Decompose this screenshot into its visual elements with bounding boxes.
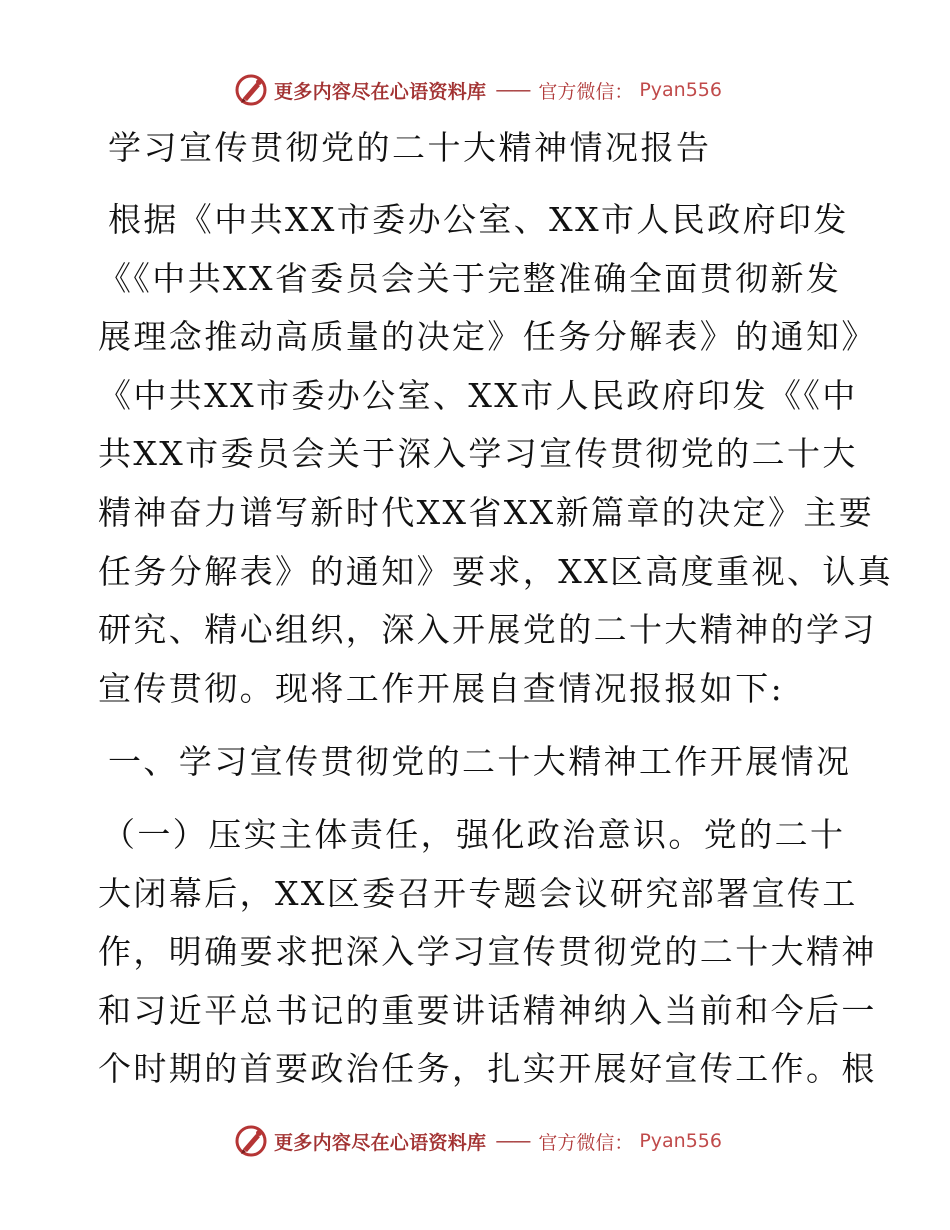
watermark-text: 更多内容尽在心语资料库 [274, 1131, 487, 1154]
pen-logo-icon [234, 73, 268, 107]
paragraph-line: 《《中共XX省委员会关于完整准确全面贯彻新发 [98, 258, 842, 298]
paragraph-line: 大闭幕后，XX区委召开专题会议研究部署宣传工 [98, 873, 858, 913]
paragraph-line: 研究、精心组织，深入开展党的二十大精神的学习 [98, 610, 877, 650]
paragraph-line: 《中共XX市委办公室、XX市人民政府印发《《中 [98, 375, 858, 415]
paragraph-line: 任务分解表》的通知》要求，XX区高度重视、认真 [98, 551, 894, 591]
paragraph-line: 作，明确要求把深入学习宣传贯彻党的二十大精神 [98, 932, 877, 972]
watermark-wechat-label: 官方微信： [538, 1131, 634, 1154]
paragraph-line: 和习近平总书记的重要讲话精神纳入当前和今后一 [98, 990, 877, 1030]
section-paragraph [98, 806, 877, 1099]
paragraph-line: 宣传贯彻。现将工作开展自查情况报报如下: [98, 668, 785, 708]
watermark-wechat-id: Pyan556 [639, 79, 722, 101]
watermark-text: 更多内容尽在心语资料库 [274, 80, 487, 103]
watermark-wechat-id: Pyan556 [639, 1130, 722, 1152]
paragraph-line: （一）压实主体责任，强化政治意识。党的二十 [102, 815, 846, 854]
watermark-wechat-label: 官方微信： [538, 80, 634, 103]
paragraph-line: 精神奋力谱写新时代XX省XX新篇章的决定》主要 [98, 492, 875, 532]
section-heading: 一、学习宣传贯彻党的二十大精神工作开展情况 [108, 742, 852, 781]
footer-watermark [234, 1121, 722, 1161]
header-watermark [234, 70, 722, 110]
paragraph-line: 共XX市委员会关于深入学习宣传贯彻党的二十大 [98, 434, 858, 474]
intro-paragraph [98, 191, 894, 718]
watermark-dash: —— [495, 79, 530, 101]
paragraph-line: 个时期的首要政治任务，扎实开展好宣传工作。根 [98, 1049, 877, 1089]
document-title: 学习宣传贯彻党的二十大精神情况报告 [108, 128, 712, 167]
watermark-dash: —— [495, 1130, 530, 1152]
paragraph-line: 展理念推动高质量的决定》任务分解表》的通知》 [98, 317, 877, 357]
paragraph-line: 根据《中共XX市委办公室、XX市人民政府印发 [108, 200, 849, 239]
pen-logo-icon [234, 1124, 268, 1158]
